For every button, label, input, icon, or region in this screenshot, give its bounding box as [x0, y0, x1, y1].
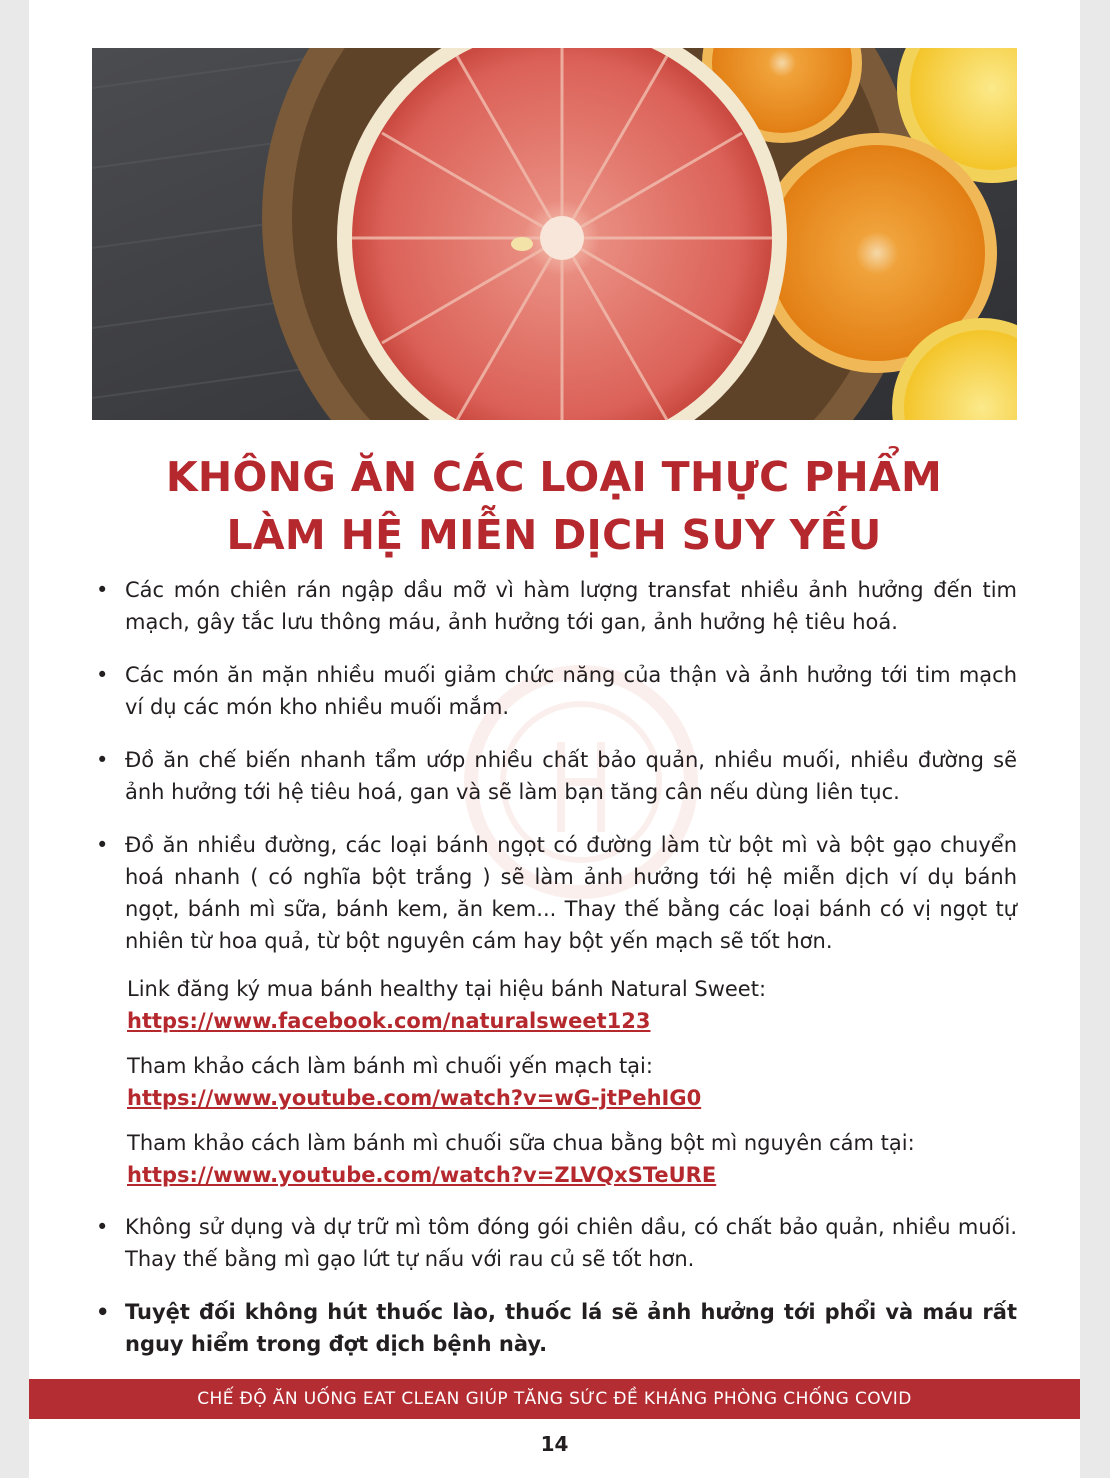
- document-page: [29, 0, 1080, 1478]
- list-item-text: Các món chiên rán ngập dầu mỡ vì hàm lượng transfat nhiều ảnh hưởng đến tim mạch, gây tắc lưu thông máu, ảnh hưởng tới gan, ảnh hưởng hệ tiêu hoá.: [125, 578, 1017, 634]
- bullet-dot: •: [96, 833, 109, 857]
- list-item: [92, 829, 1017, 957]
- bullet-dot: •: [96, 578, 109, 602]
- citrus-illustration: [92, 48, 1017, 420]
- facebook-link[interactable]: https://www.facebook.com/naturalsweet123: [127, 1009, 651, 1033]
- link-block: [92, 1127, 1017, 1191]
- citrus-photo: [92, 48, 1017, 420]
- bullet-dot: •: [96, 663, 109, 687]
- list-item-text: Các món ăn mặn nhiều muối giảm chức năng của thận và ảnh hưởng tới tim mạch ví dụ các món kho nhiều muối mắm.: [125, 663, 1017, 719]
- link-block: [92, 1050, 1017, 1114]
- list-item: [92, 659, 1017, 723]
- list-item-text: Đồ ăn chế biến nhanh tẩm ướp nhiều chất bảo quản, nhiều muối, nhiều đường sẽ ảnh hưởng tới hệ tiêu hoá, gan và sẽ làm bạn tăng cân nếu dùng liên tục.: [125, 748, 1017, 804]
- bullet-dot: •: [96, 1300, 110, 1324]
- content-body: [92, 574, 1017, 1381]
- list-item-warning: [92, 1296, 1017, 1360]
- list-item-text: Tuyệt đối không hút thuốc lào, thuốc lá sẽ ảnh hưởng tới phổi và máu rất nguy hiểm trong đợt dịch bệnh này.: [125, 1300, 1017, 1356]
- link-label: Link đăng ký mua bánh healthy tại hiệu bánh Natural Sweet:: [127, 977, 767, 1001]
- list-item-text: Không sử dụng và dự trữ mì tôm đóng gói chiên dầu, có chất bảo quản, nhiều muối. Thay thế bằng mì gạo lứt tự nấu với rau củ sẽ tốt hơn.: [125, 1215, 1017, 1271]
- list-item-text: Đồ ăn nhiều đường, các loại bánh ngọt có đường làm từ bột mì và bột gạo chuyển hoá nhanh ( có nghĩa bột trắng ) sẽ làm ảnh hưởng tới hệ miễn dịch ví dụ bánh ngọt, bánh mì sữa, bánh kem, ăn kem... Thay thế bằng các loại bánh có vị ngọt tự nhiên từ hoa quả, từ bột nguyên cám hay bột yến mạch sẽ tốt hơn.: [125, 833, 1017, 953]
- title-line-2: LÀM HỆ MIỄN DỊCH SUY YẾU: [226, 511, 882, 559]
- link-label: Tham khảo cách làm bánh mì chuối sữa chua bằng bột mì nguyên cám tại:: [127, 1131, 915, 1155]
- list-item: [92, 574, 1017, 638]
- youtube-link-oat-banana-bread[interactable]: https://www.youtube.com/watch?v=wG-jtPehIG0: [127, 1086, 702, 1110]
- list-item: [92, 1211, 1017, 1275]
- page-title: [69, 448, 1039, 564]
- link-block: [92, 973, 1017, 1037]
- title-line-1: KHÔNG ĂN CÁC LOẠI THỰC PHẨM: [165, 453, 943, 501]
- page-number: 14: [540, 1432, 569, 1456]
- link-label: Tham khảo cách làm bánh mì chuối yến mạch tại:: [127, 1054, 653, 1078]
- list-item: [92, 744, 1017, 808]
- bullet-dot: •: [96, 1215, 109, 1239]
- bullet-dot: •: [96, 748, 109, 772]
- footer-banner: CHẾ ĐỘ ĂN UỐNG EAT CLEAN GIÚP TĂNG SỨC ĐỀ KHÁNG PHÒNG CHỐNG COVID: [29, 1379, 1080, 1419]
- youtube-link-yogurt-banana-bread[interactable]: https://www.youtube.com/watch?v=ZLVQxSTeURE: [127, 1163, 717, 1187]
